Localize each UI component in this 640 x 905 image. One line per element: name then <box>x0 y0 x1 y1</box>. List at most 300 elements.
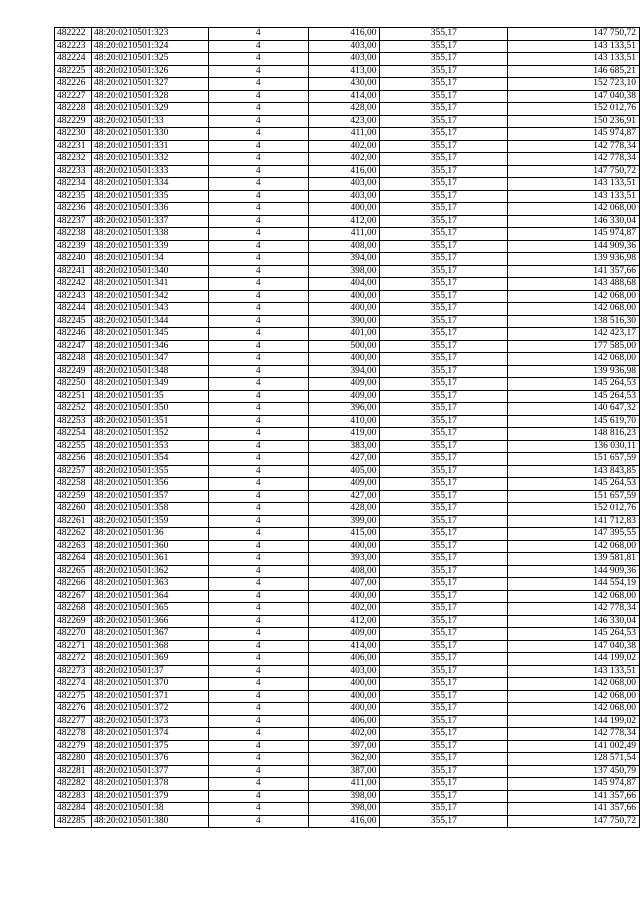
row-number-cell: 482240 <box>55 253 92 266</box>
group-code-cell: 4 <box>208 690 308 703</box>
table-row <box>55 590 640 603</box>
table-row <box>55 65 640 78</box>
cadastral-number-cell: 48:20:0210501:362 <box>91 565 208 578</box>
row-number-cell: 482262 <box>55 528 92 541</box>
row-number-cell: 482264 <box>55 553 92 566</box>
row-number-cell: 482225 <box>55 65 92 78</box>
row-number-cell: 482243 <box>55 290 92 303</box>
unit-rate-cell: 355,17 <box>380 28 508 41</box>
group-code-cell: 4 <box>208 590 308 603</box>
unit-rate-cell: 355,17 <box>380 740 508 753</box>
row-number-cell: 482259 <box>55 490 92 503</box>
row-number-cell: 482284 <box>55 803 92 816</box>
cadastral-number-cell: 48:20:0210501:366 <box>91 615 208 628</box>
unit-rate-cell: 355,17 <box>380 540 508 553</box>
cadastral-value-cell: 144 909,36 <box>508 240 640 253</box>
unit-rate-cell: 355,17 <box>380 65 508 78</box>
unit-rate-cell: 355,17 <box>380 603 508 616</box>
table-body <box>55 28 640 828</box>
table-row <box>55 178 640 191</box>
unit-rate-cell: 355,17 <box>380 403 508 416</box>
cadastral-value-cell: 147 040,38 <box>508 640 640 653</box>
group-code-cell: 4 <box>208 778 308 791</box>
cadastral-number-cell: 48:20:0210501:331 <box>91 140 208 153</box>
table-row <box>55 515 640 528</box>
table-row <box>55 340 640 353</box>
row-number-cell: 482258 <box>55 478 92 491</box>
group-code-cell: 4 <box>208 440 308 453</box>
area-value-cell: 402,00 <box>308 603 380 616</box>
area-value-cell: 400,00 <box>308 590 380 603</box>
table-row <box>55 203 640 216</box>
cadastral-number-cell: 48:20:0210501:339 <box>91 240 208 253</box>
cadastral-value-cell: 142 068,00 <box>508 590 640 603</box>
group-code-cell: 4 <box>208 28 308 41</box>
cadastral-number-cell: 48:20:0210501:335 <box>91 190 208 203</box>
row-number-cell: 482230 <box>55 128 92 141</box>
area-value-cell: 414,00 <box>308 640 380 653</box>
group-code-cell: 4 <box>208 115 308 128</box>
cadastral-number-cell: 48:20:0210501:370 <box>91 678 208 691</box>
table-row <box>55 290 640 303</box>
unit-rate-cell: 355,17 <box>380 803 508 816</box>
area-value-cell: 408,00 <box>308 565 380 578</box>
unit-rate-cell: 355,17 <box>380 590 508 603</box>
unit-rate-cell: 355,17 <box>380 178 508 191</box>
cadastral-number-cell: 48:20:0210501:326 <box>91 65 208 78</box>
table-row <box>55 140 640 153</box>
cadastral-number-cell: 48:20:0210501:351 <box>91 415 208 428</box>
cadastral-value-cell: 138 516,30 <box>508 315 640 328</box>
group-code-cell: 4 <box>208 653 308 666</box>
cadastral-number-cell: 48:20:0210501:349 <box>91 378 208 391</box>
cadastral-number-cell: 48:20:0210501:344 <box>91 315 208 328</box>
unit-rate-cell: 355,17 <box>380 765 508 778</box>
group-code-cell: 4 <box>208 628 308 641</box>
unit-rate-cell: 355,17 <box>380 690 508 703</box>
cadastral-number-cell: 48:20:0210501:342 <box>91 290 208 303</box>
unit-rate-cell: 355,17 <box>380 290 508 303</box>
table-row <box>55 503 640 516</box>
cadastral-number-cell: 48:20:0210501:38 <box>91 803 208 816</box>
row-number-cell: 482267 <box>55 590 92 603</box>
area-value-cell: 427,00 <box>308 453 380 466</box>
group-code-cell: 4 <box>208 40 308 53</box>
cadastral-value-cell: 152 012,76 <box>508 503 640 516</box>
unit-rate-cell: 355,17 <box>380 303 508 316</box>
area-value-cell: 428,00 <box>308 503 380 516</box>
cadastral-value-cell: 145 264,53 <box>508 390 640 403</box>
group-code-cell: 4 <box>208 415 308 428</box>
cadastral-value-cell: 142 068,00 <box>508 203 640 216</box>
row-number-cell: 482251 <box>55 390 92 403</box>
row-number-cell: 482281 <box>55 765 92 778</box>
area-value-cell: 411,00 <box>308 228 380 241</box>
cadastral-value-cell: 142 778,34 <box>508 728 640 741</box>
row-number-cell: 482234 <box>55 178 92 191</box>
row-number-cell: 482274 <box>55 678 92 691</box>
cadastral-value-cell: 139 581,81 <box>508 553 640 566</box>
table-row <box>55 390 640 403</box>
unit-rate-cell: 355,17 <box>380 40 508 53</box>
cadastral-number-cell: 48:20:0210501:354 <box>91 453 208 466</box>
table-row <box>55 803 640 816</box>
cadastral-value-cell: 143 488,68 <box>508 278 640 291</box>
cadastral-value-cell: 144 909,36 <box>508 565 640 578</box>
group-code-cell: 4 <box>208 165 308 178</box>
area-value-cell: 403,00 <box>308 190 380 203</box>
cadastral-number-cell: 48:20:0210501:337 <box>91 215 208 228</box>
row-number-cell: 482235 <box>55 190 92 203</box>
area-value-cell: 413,00 <box>308 65 380 78</box>
group-code-cell: 4 <box>208 428 308 441</box>
cadastral-value-cell: 146 330,04 <box>508 215 640 228</box>
table-row <box>55 603 640 616</box>
cadastral-value-cell: 148 816,23 <box>508 428 640 441</box>
area-value-cell: 362,00 <box>308 753 380 766</box>
unit-rate-cell: 355,17 <box>380 340 508 353</box>
area-value-cell: 403,00 <box>308 665 380 678</box>
cadastral-number-cell: 48:20:0210501:355 <box>91 465 208 478</box>
area-value-cell: 402,00 <box>308 140 380 153</box>
table-row <box>55 28 640 41</box>
cadastral-number-cell: 48:20:0210501:330 <box>91 128 208 141</box>
cadastral-value-cell: 142 423,17 <box>508 328 640 341</box>
cadastral-number-cell: 48:20:0210501:329 <box>91 103 208 116</box>
cadastral-number-cell: 48:20:0210501:36 <box>91 528 208 541</box>
unit-rate-cell: 355,17 <box>380 440 508 453</box>
unit-rate-cell: 355,17 <box>380 615 508 628</box>
cadastral-value-cell: 142 778,34 <box>508 603 640 616</box>
table-row <box>55 253 640 266</box>
cadastral-number-cell: 48:20:0210501:367 <box>91 628 208 641</box>
cadastral-number-cell: 48:20:0210501:376 <box>91 753 208 766</box>
cadastral-value-cell: 137 450,79 <box>508 765 640 778</box>
table-row <box>55 315 640 328</box>
cadastral-number-cell: 48:20:0210501:371 <box>91 690 208 703</box>
cadastral-value-cell: 145 974,87 <box>508 128 640 141</box>
row-number-cell: 482271 <box>55 640 92 653</box>
area-value-cell: 416,00 <box>308 28 380 41</box>
row-number-cell: 482254 <box>55 428 92 441</box>
cadastral-number-cell: 48:20:0210501:360 <box>91 540 208 553</box>
area-value-cell: 500,00 <box>308 340 380 353</box>
cadastral-number-cell: 48:20:0210501:334 <box>91 178 208 191</box>
area-value-cell: 399,00 <box>308 515 380 528</box>
area-value-cell: 398,00 <box>308 265 380 278</box>
unit-rate-cell: 355,17 <box>380 453 508 466</box>
cadastral-number-cell: 48:20:0210501:33 <box>91 115 208 128</box>
unit-rate-cell: 355,17 <box>380 115 508 128</box>
cadastral-number-cell: 48:20:0210501:343 <box>91 303 208 316</box>
row-number-cell: 482247 <box>55 340 92 353</box>
group-code-cell: 4 <box>208 328 308 341</box>
cadastral-value-table <box>54 27 640 828</box>
area-value-cell: 390,00 <box>308 315 380 328</box>
unit-rate-cell: 355,17 <box>380 265 508 278</box>
unit-rate-cell: 355,17 <box>380 190 508 203</box>
row-number-cell: 482233 <box>55 165 92 178</box>
table-row <box>55 790 640 803</box>
group-code-cell: 4 <box>208 178 308 191</box>
cadastral-value-cell: 145 974,87 <box>508 778 640 791</box>
cadastral-number-cell: 48:20:0210501:373 <box>91 715 208 728</box>
row-number-cell: 482263 <box>55 540 92 553</box>
group-code-cell: 4 <box>208 478 308 491</box>
unit-rate-cell: 355,17 <box>380 390 508 403</box>
unit-rate-cell: 355,17 <box>380 715 508 728</box>
table-row <box>55 678 640 691</box>
area-value-cell: 416,00 <box>308 165 380 178</box>
area-value-cell: 398,00 <box>308 803 380 816</box>
row-number-cell: 482232 <box>55 153 92 166</box>
row-number-cell: 482226 <box>55 78 92 91</box>
cadastral-number-cell: 48:20:0210501:365 <box>91 603 208 616</box>
cadastral-number-cell: 48:20:0210501:369 <box>91 653 208 666</box>
group-code-cell: 4 <box>208 403 308 416</box>
group-code-cell: 4 <box>208 78 308 91</box>
table-row <box>55 90 640 103</box>
table-row <box>55 228 640 241</box>
area-value-cell: 430,00 <box>308 78 380 91</box>
cadastral-number-cell: 48:20:0210501:356 <box>91 478 208 491</box>
cadastral-number-cell: 48:20:0210501:341 <box>91 278 208 291</box>
area-value-cell: 393,00 <box>308 553 380 566</box>
group-code-cell: 4 <box>208 503 308 516</box>
table-row <box>55 378 640 391</box>
row-number-cell: 482231 <box>55 140 92 153</box>
group-code-cell: 4 <box>208 290 308 303</box>
unit-rate-cell: 355,17 <box>380 703 508 716</box>
cadastral-value-cell: 151 657,59 <box>508 490 640 503</box>
unit-rate-cell: 355,17 <box>380 528 508 541</box>
area-value-cell: 406,00 <box>308 715 380 728</box>
group-code-cell: 4 <box>208 265 308 278</box>
unit-rate-cell: 355,17 <box>380 78 508 91</box>
cadastral-number-cell: 48:20:0210501:328 <box>91 90 208 103</box>
group-code-cell: 4 <box>208 803 308 816</box>
cadastral-number-cell: 48:20:0210501:37 <box>91 665 208 678</box>
area-value-cell: 410,00 <box>308 415 380 428</box>
group-code-cell: 4 <box>208 140 308 153</box>
group-code-cell: 4 <box>208 665 308 678</box>
cadastral-number-cell: 48:20:0210501:361 <box>91 553 208 566</box>
unit-rate-cell: 355,17 <box>380 578 508 591</box>
group-code-cell: 4 <box>208 53 308 66</box>
area-value-cell: 400,00 <box>308 540 380 553</box>
area-value-cell: 406,00 <box>308 653 380 666</box>
area-value-cell: 416,00 <box>308 815 380 828</box>
table-row <box>55 753 640 766</box>
unit-rate-cell: 355,17 <box>380 465 508 478</box>
unit-rate-cell: 355,17 <box>380 240 508 253</box>
cadastral-value-cell: 139 936,98 <box>508 253 640 266</box>
area-value-cell: 394,00 <box>308 365 380 378</box>
row-number-cell: 482242 <box>55 278 92 291</box>
area-value-cell: 397,00 <box>308 740 380 753</box>
area-value-cell: 407,00 <box>308 578 380 591</box>
area-value-cell: 398,00 <box>308 790 380 803</box>
row-number-cell: 482222 <box>55 28 92 41</box>
unit-rate-cell: 355,17 <box>380 653 508 666</box>
unit-rate-cell: 355,17 <box>380 790 508 803</box>
area-value-cell: 387,00 <box>308 765 380 778</box>
area-value-cell: 403,00 <box>308 178 380 191</box>
group-code-cell: 4 <box>208 90 308 103</box>
row-number-cell: 482269 <box>55 615 92 628</box>
group-code-cell: 4 <box>208 190 308 203</box>
row-number-cell: 482224 <box>55 53 92 66</box>
cadastral-value-cell: 143 133,51 <box>508 178 640 191</box>
row-number-cell: 482260 <box>55 503 92 516</box>
cadastral-value-cell: 142 068,00 <box>508 290 640 303</box>
unit-rate-cell: 355,17 <box>380 728 508 741</box>
cadastral-value-cell: 151 657,59 <box>508 453 640 466</box>
row-number-cell: 482244 <box>55 303 92 316</box>
table-row <box>55 653 640 666</box>
cadastral-value-cell: 142 068,00 <box>508 678 640 691</box>
cadastral-value-cell: 142 068,00 <box>508 303 640 316</box>
table-row <box>55 740 640 753</box>
cadastral-number-cell: 48:20:0210501:346 <box>91 340 208 353</box>
cadastral-value-cell: 141 002,49 <box>508 740 640 753</box>
table-row <box>55 728 640 741</box>
area-value-cell: 400,00 <box>308 690 380 703</box>
row-number-cell: 482250 <box>55 378 92 391</box>
table-row <box>55 565 640 578</box>
cadastral-value-cell: 141 357,66 <box>508 265 640 278</box>
area-value-cell: 400,00 <box>308 203 380 216</box>
row-number-cell: 482279 <box>55 740 92 753</box>
area-value-cell: 412,00 <box>308 215 380 228</box>
table-row <box>55 440 640 453</box>
unit-rate-cell: 355,17 <box>380 640 508 653</box>
area-value-cell: 409,00 <box>308 390 380 403</box>
group-code-cell: 4 <box>208 228 308 241</box>
group-code-cell: 4 <box>208 490 308 503</box>
area-value-cell: 400,00 <box>308 678 380 691</box>
cadastral-value-cell: 143 133,51 <box>508 40 640 53</box>
table-row <box>55 640 640 653</box>
unit-rate-cell: 355,17 <box>380 315 508 328</box>
group-code-cell: 4 <box>208 528 308 541</box>
cadastral-value-cell: 145 264,53 <box>508 628 640 641</box>
area-value-cell: 404,00 <box>308 278 380 291</box>
table-row <box>55 303 640 316</box>
table-row <box>55 453 640 466</box>
row-number-cell: 482268 <box>55 603 92 616</box>
cadastral-value-cell: 141 357,66 <box>508 790 640 803</box>
table-row <box>55 578 640 591</box>
area-value-cell: 409,00 <box>308 628 380 641</box>
group-code-cell: 4 <box>208 703 308 716</box>
row-number-cell: 482236 <box>55 203 92 216</box>
unit-rate-cell: 355,17 <box>380 815 508 828</box>
group-code-cell: 4 <box>208 353 308 366</box>
group-code-cell: 4 <box>208 253 308 266</box>
group-code-cell: 4 <box>208 65 308 78</box>
area-value-cell: 400,00 <box>308 303 380 316</box>
group-code-cell: 4 <box>208 615 308 628</box>
row-number-cell: 482277 <box>55 715 92 728</box>
cadastral-number-cell: 48:20:0210501:327 <box>91 78 208 91</box>
group-code-cell: 4 <box>208 390 308 403</box>
unit-rate-cell: 355,17 <box>380 53 508 66</box>
cadastral-number-cell: 48:20:0210501:336 <box>91 203 208 216</box>
cadastral-value-cell: 147 395,55 <box>508 528 640 541</box>
table-row <box>55 765 640 778</box>
group-code-cell: 4 <box>208 365 308 378</box>
cadastral-number-cell: 48:20:0210501:357 <box>91 490 208 503</box>
cadastral-value-cell: 145 974,87 <box>508 228 640 241</box>
row-number-cell: 482249 <box>55 365 92 378</box>
cadastral-value-cell: 142 068,00 <box>508 540 640 553</box>
cadastral-value-cell: 144 199,02 <box>508 653 640 666</box>
cadastral-number-cell: 48:20:0210501:332 <box>91 153 208 166</box>
cadastral-number-cell: 48:20:0210501:323 <box>91 28 208 41</box>
cadastral-value-cell: 139 936,98 <box>508 365 640 378</box>
group-code-cell: 4 <box>208 515 308 528</box>
unit-rate-cell: 355,17 <box>380 365 508 378</box>
cadastral-number-cell: 48:20:0210501:35 <box>91 390 208 403</box>
group-code-cell: 4 <box>208 203 308 216</box>
cadastral-number-cell: 48:20:0210501:380 <box>91 815 208 828</box>
row-number-cell: 482285 <box>55 815 92 828</box>
row-number-cell: 482239 <box>55 240 92 253</box>
unit-rate-cell: 355,17 <box>380 565 508 578</box>
area-value-cell: 423,00 <box>308 115 380 128</box>
area-value-cell: 403,00 <box>308 40 380 53</box>
cadastral-number-cell: 48:20:0210501:379 <box>91 790 208 803</box>
area-value-cell: 400,00 <box>308 703 380 716</box>
row-number-cell: 482278 <box>55 728 92 741</box>
unit-rate-cell: 355,17 <box>380 153 508 166</box>
cadastral-value-cell: 145 264,53 <box>508 478 640 491</box>
area-value-cell: 415,00 <box>308 528 380 541</box>
group-code-cell: 4 <box>208 740 308 753</box>
unit-rate-cell: 355,17 <box>380 165 508 178</box>
table-row <box>55 53 640 66</box>
cadastral-value-cell: 144 554,19 <box>508 578 640 591</box>
unit-rate-cell: 355,17 <box>380 253 508 266</box>
cadastral-number-cell: 48:20:0210501:352 <box>91 428 208 441</box>
cadastral-number-cell: 48:20:0210501:34 <box>91 253 208 266</box>
row-number-cell: 482266 <box>55 578 92 591</box>
cadastral-value-cell: 143 843,85 <box>508 465 640 478</box>
table-row <box>55 715 640 728</box>
group-code-cell: 4 <box>208 540 308 553</box>
table-row <box>55 240 640 253</box>
table-row <box>55 703 640 716</box>
row-number-cell: 482228 <box>55 103 92 116</box>
unit-rate-cell: 355,17 <box>380 665 508 678</box>
group-code-cell: 4 <box>208 278 308 291</box>
unit-rate-cell: 355,17 <box>380 328 508 341</box>
cadastral-value-cell: 152 723,10 <box>508 78 640 91</box>
row-number-cell: 482256 <box>55 453 92 466</box>
group-code-cell: 4 <box>208 678 308 691</box>
unit-rate-cell: 355,17 <box>380 490 508 503</box>
group-code-cell: 4 <box>208 578 308 591</box>
cadastral-value-cell: 145 619,70 <box>508 415 640 428</box>
row-number-cell: 482270 <box>55 628 92 641</box>
row-number-cell: 482273 <box>55 665 92 678</box>
group-code-cell: 4 <box>208 215 308 228</box>
group-code-cell: 4 <box>208 603 308 616</box>
area-value-cell: 405,00 <box>308 465 380 478</box>
cadastral-value-cell: 147 750,72 <box>508 815 640 828</box>
table-row <box>55 478 640 491</box>
